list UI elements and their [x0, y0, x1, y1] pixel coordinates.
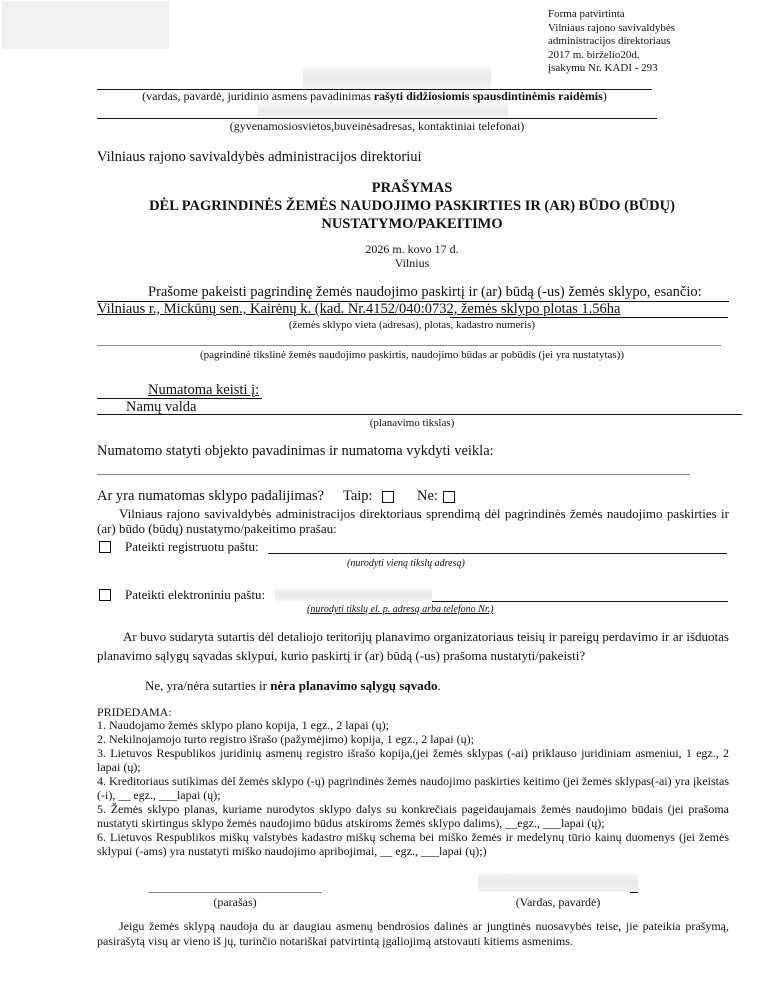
request-intro: Prašome pakeisti pagrindinę žemės naudojimo paskirtį ir (ar) būdą (-us) žemės sklypo, esančio: [148, 284, 702, 300]
title-line-2: DĖL PAGRINDINĖS ŽEMĖS NAUDOJIMO PASKIRTIES IR (AR) BŪDO (BŪDŲ) [149, 198, 675, 214]
applicant-address-redacted [258, 104, 508, 118]
mail-label: Pateikti registruotu paštu: [125, 539, 259, 554]
attachment-item-2: 2. Nekilnojamojo turto registro išrašo (pažymėjimo) kopija, 1 egz., 2 lapai (ų); [97, 732, 474, 746]
change-to-value-line [97, 414, 742, 415]
title-line-1: PRAŠYMAS [371, 180, 453, 196]
change-to-label: Numatoma keisti į: [148, 382, 260, 398]
form-approval-note [548, 8, 675, 76]
signer-name-line[interactable] [630, 892, 638, 893]
applicant-address-caption: (gyvenamosiosvietos,buveinėsadresas, kontaktiniai telefonai) [229, 119, 525, 133]
date-place [97, 243, 727, 270]
email-value-redacted [275, 589, 432, 601]
attachment-item-3: 3. Lietuvos Respublikos juridinių asmenų registro išrašo kopija,(jei žemės sklypas (-ai) priklauso juridiniam asmeniui, 1 egz., 2 lapai (ų); [97, 746, 729, 774]
addressee: Vilniaus rajono savivaldybės administracijos direktoriui [97, 149, 422, 165]
applicant-name-caption: (vardas, pavardė, juridinio asmens pavadinimas rašyti didžiosiomis spausdintinėmis raidėmis) [142, 89, 607, 103]
email-caption: (nurodyti tikslų el. p. adresą arba telefono Nr.) [307, 604, 494, 615]
approval-line-1: Forma patvirtinta [548, 8, 625, 20]
applicant-name-redacted [303, 67, 491, 89]
current-purpose-line[interactable] [97, 345, 721, 346]
redacted-logo-area [2, 1, 169, 49]
approval-line-3: administracijos direktoriaus [548, 35, 671, 47]
division-question [97, 488, 324, 505]
attachments-list [97, 718, 729, 858]
mail-address-line[interactable] [268, 553, 727, 554]
signature-caption: (parašas) [213, 895, 257, 909]
attachment-item-5: 5. Žemės sklypo planas, kuriame nurodytos sklypo dalys su konkrečiais pageidaujamais žemės naudojimo būdais (jei prašoma nustatyti skirtingus sklypo žemės naudojimo būdus atskiroms žemės sklypo dalims), __egz., ___lapai (ų); [97, 802, 729, 830]
agreement-answer[interactable]: Ne, yra/nėra sutarties ir nėra planavimo sąlygų sąvado. [145, 678, 441, 693]
plot-location-line [450, 317, 728, 318]
signer-name-redacted [478, 874, 638, 892]
mail-checkbox[interactable] [99, 541, 111, 553]
division-no-label: Ne: [417, 488, 438, 504]
approval-line-4: 2017 m. birželio20d. [548, 48, 640, 61]
attachments-heading: PRIDEDAMA: [97, 705, 172, 719]
attachment-item-6: 6. Lietuvos Respublikos miškų valstybės kadastro miškų schema bei miško žemės ir medelynų tūrio kainų duomenys (jei žemės sklypui (-ams) yra nustatyti miško naudojimo apribojimai, __ egz., ___lapai (ų);) [97, 830, 729, 858]
signature-line[interactable] [148, 892, 322, 893]
document-place: Vilnius [394, 255, 430, 270]
title-line-3: NUSTATYMO/PAKEITIMO [321, 216, 503, 232]
division-yes-checkbox[interactable] [382, 491, 394, 503]
change-to-value[interactable]: Namų valda [126, 399, 197, 415]
approval-line-5: įsakymu Nr. KADI - 293 [548, 62, 658, 74]
email-address-line[interactable] [432, 601, 728, 602]
footnote: Jeigu žemės sklypą naudoja du ar daugiau asmenų bendrosios dalinės ar jungtinės nuosavybės teise, jie pateikia prašymą, pasirašytą visų ar vieno iš jų, turinčio notariškai patvirtintą įgaliojimą atstovauti kitiems asmenims. [97, 919, 729, 948]
document-title [97, 179, 727, 233]
object-line[interactable] [97, 474, 690, 475]
email-checkbox[interactable] [99, 589, 111, 601]
change-to-caption: (planavimo tikslas) [369, 417, 455, 429]
attachment-item-1: 1. Naudojamo žemės sklypo plano kopija, 1 egz., 2 lapai (ų); [97, 718, 389, 732]
division-yes-label: Taip: [343, 488, 373, 504]
email-label: Pateikti elektroniniu paštu: [125, 587, 266, 602]
approval-line-2: Vilniaus rajono savivaldybės [548, 21, 676, 34]
document-date: 2026 m. kovo 17 d. [365, 242, 459, 256]
attachment-item-4: 4. Kreditoriaus sutikimas dėl žemės sklypo (-ų) pagrindinės žemės naudojimo paskirties keitimo (jei žemės sklypas(-ai) yra įkeistas (-i), __ egz., ___lapai (ų); [97, 774, 729, 802]
mail-caption: (nurodyti vieną tikslų adresą) [347, 558, 465, 569]
plot-location-caption: (žemės sklypo vieta (adresas), plotas, kadastro numeris) [288, 319, 536, 331]
object-label: Numatomo statyti objekto pavadinimas ir numatoma vykdyti veikla: [97, 443, 494, 459]
current-purpose-caption: (pagrindinė tikslinė žemės naudojimo paskirtis, naudojimo būdas ar pobūdis (jei yra nustatytas)) [199, 349, 625, 361]
signer-name-caption: (Vardas, pavardė) [515, 895, 601, 909]
plot-location-value[interactable]: Vilniaus r., Mickūnų sen., Kairėnų k. (kad. Nr.4152/040:0732, žemės sklypo plotas 1.56ha [97, 301, 621, 317]
agreement-question: Ar buvo sudaryta sutartis dėl detaliojo teritorijų planavimo organizatoriaus teisių ir pareigų perdavimo ir ar išduotas planavimo sąlygų sąvadas sklypui, kurio paskirtį ir (ar) būdą (-us) prašoma nustatyti/pakeisti? [97, 629, 729, 663]
decision-text: Vilniaus rajono savivaldybės administracijos direktoriaus sprendimą dėl pagrindinės žemės naudojimo paskirties ir (ar) būdo (būdų) nustatymo/pakeitimo prašau: [97, 506, 729, 536]
division-no-checkbox[interactable] [443, 491, 455, 503]
division-question-text: Ar yra numatomas sklypo padalijimas? [97, 488, 325, 504]
